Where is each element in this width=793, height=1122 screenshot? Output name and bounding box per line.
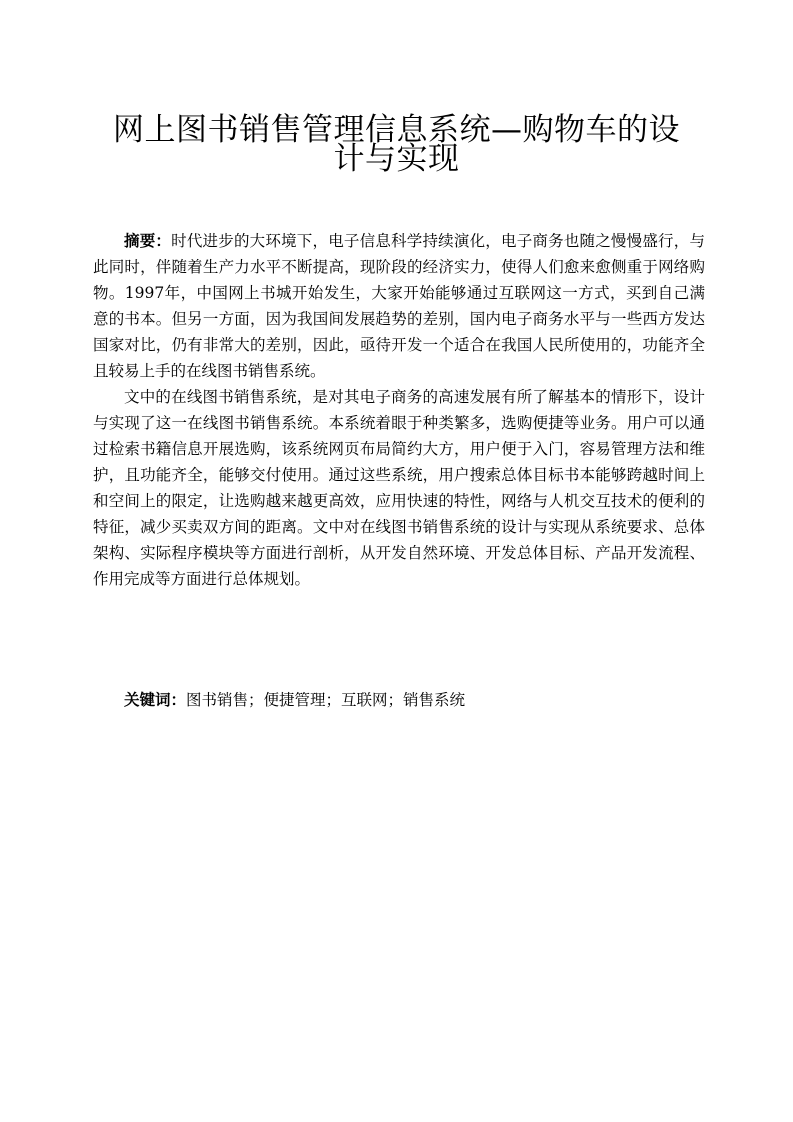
keywords-line (93, 687, 705, 713)
abstract-section (93, 228, 705, 592)
abstract-paragraph-2: 文中的在线图书销售系统，是对其电子商务的高速发展有所了解基本的情形下，设计与实现了这一在线图书销售系统。本系统着眼于种类繁多，选购便捷等业务。用户可以通过检索书籍信息开展选购，该系统网页布局简约大方，用户便于入门，容易管理方法和维护，且功能齐全，能够交付使用。通过这些系统，用户搜索总体目标书本能够跨越时间上和空间上的限定，让选购越来越更高效，应用快速的特性，网络与人机交互技术的便利的特征，减少买卖双方间的距离。文中对在线图书销售系统的设计与实现从系统要求、总体架构、实际程序模块等方面进行剖析，从开发自然环境、开发总体目标、产品开发流程、作用完成等方面进行总体规划。 (93, 388, 705, 588)
keywords-text: 图书销售；便捷管理；互联网；销售系统 (186, 691, 466, 709)
abstract-paragraph-1 (93, 228, 705, 384)
abstract-label: 摘要： (124, 232, 172, 250)
abstract-text-1: 时代进步的大环境下，电子信息科学持续演化，电子商务也随之慢慢盛行，与此同时，伴随着生产力水平不断提高，现阶段的经济实力，使得人们愈来愈侧重于网络购物。1997年，中国网上书城开始发生，大家开始能够通过互联网这一方式，买到自己满意的书本。但另一方面，因为我国间发展趋势的差别，国内电子商务水平与一些西方发达国家对比，仍有非常大的差别，因此，亟待开发一个适合在我国人民所使用的，功能齐全且较易上手的在线图书销售系统。 (93, 232, 705, 380)
document-title: 网上图书销售管理信息系统—购物车的设计与实现 (113, 112, 680, 177)
keywords-label: 关键词： (124, 691, 187, 709)
